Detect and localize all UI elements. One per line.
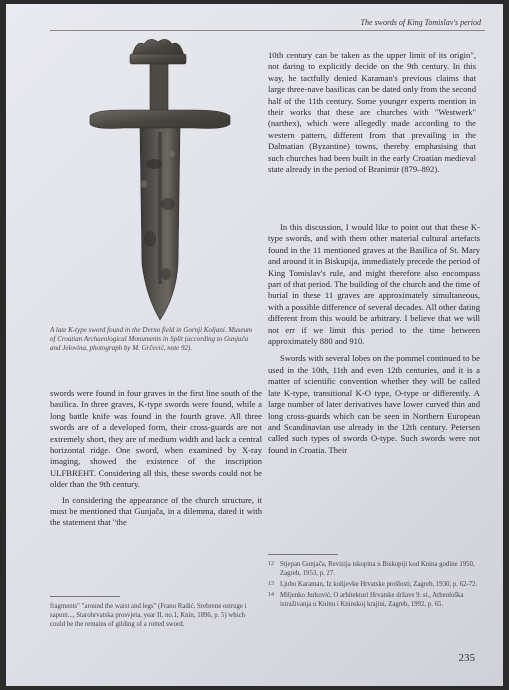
footnotes-left — [50, 602, 250, 629]
left-column-main — [50, 388, 262, 529]
footnote-text: Ljubo Karaman, Iz kolijevke Hrvatske prošlosti, Zagreb, 1930, p. 62-72. — [280, 581, 478, 588]
footnote — [268, 560, 478, 578]
footnote-number: 12 — [268, 561, 274, 567]
footnote-number: 13 — [268, 581, 274, 587]
paragraph: swords were found in four graves in the first line south of the basilica. In three graves, K-type swords were found, while a long battle knife was found in the fourth grave. All three swords are of a developed form, their cross-guards are not extremely short, they are of medium width and lack a central horizontal ridge. One sword, when examined by X-ray imaging, showed the existence of the inscription ULFBREHT. Considering all this, these swords could not be older than the 9th century. — [50, 388, 262, 490]
footnote-rule — [50, 596, 120, 597]
footnote-rule — [268, 554, 338, 555]
header-rule — [50, 30, 485, 31]
footnote — [268, 591, 478, 609]
footnote-text: fragments" "around the waist and legs" (Frano Radić, Srebrene ostruge i sapuni..., Starohrvatska prosvjeta, year II, no.1, Knin, 1896, p. 5) which could be the remains of gilding of a rotted sword. — [50, 603, 247, 628]
paragraph: In considering the appearance of the church structure, it must be mentioned that Gunjača, in a dilemma, dated it with the statement that "the — [50, 494, 262, 528]
footnote — [268, 580, 478, 589]
figure-caption: A late K-type sword found in the Dvrno field in Gornji Koljani. Museum of Croatian Archaeological Monuments in Split (according to Gunjača and Jelovina, photograph by M. Grčević, note 92). — [50, 326, 253, 352]
right-column-top — [268, 50, 476, 175]
sword-image — [84, 34, 234, 324]
footnote-number: 14 — [268, 592, 274, 598]
paragraph: Swords with several lobes on the pommel continued to be used in the 10th, 11th and even 12th centuries, and it is a matter of scientific convention whether they will be called late K-type, transitional K-O type, O-type or differently. A large number of later derivatives have lower curved thin and long cross-guards which can be seen in Northern European and Scandinavian use already in the 12th century. Petersen called such types of swords O-type. Such swords were not found in Croatia. Their — [268, 353, 480, 455]
footnote-text: Stjepan Gunjača, Revizija iskopina u Biskupiji kod Knina godine 1950, Zagreb, 1953, p. 27. — [280, 561, 475, 577]
paragraph: 10th century can be taken as the upper limit of its origin", not daring to explicitly decide on the 9th century. In this way, he tactfully denied Karaman's previous claims that large three-nave basilicas can be dated only from the second half of the 11th century. Some younger experts mention in their works that these are churches with "Westwerk" (narthex), which were allegedly made according to the western pattern, different from that prevailing in the Dalmatian (Byzantine) towns, thereby emphasising that such churches had been built in the early Croatian medieval state already in the period of Branimir (879–892). — [268, 50, 476, 175]
paragraph: In this discussion, I would like to point out that these K-type swords, and with them other material cultural artefacts found in the 11 mentioned graves at the Basilica of St. Mary and around it in Biskupija, immediately precede the period of King Tomislav's rule, and might therefore also encompass part of that period. The building of the church and the time of burial in these 11 graves are approximately simultaneous, with a possible difference of several decades. All other dating different from this would be arbitrary. I believe that we will not err if we limit this period to the time between approximately 880 and 910. — [268, 222, 480, 347]
footnote-text: Miljenko Jurković, O arhitekturi Hrvatske države 9. st., Arheološka istraživanja u Kninu i Kninskoj krajini, Zagreb, 1992, p. 65. — [280, 592, 464, 608]
footnotes-right — [268, 560, 478, 611]
right-column-main — [268, 222, 480, 456]
running-header: The swords of King Tomislav's period — [360, 18, 481, 27]
page-number: 235 — [458, 652, 475, 664]
book-page — [6, 4, 503, 686]
